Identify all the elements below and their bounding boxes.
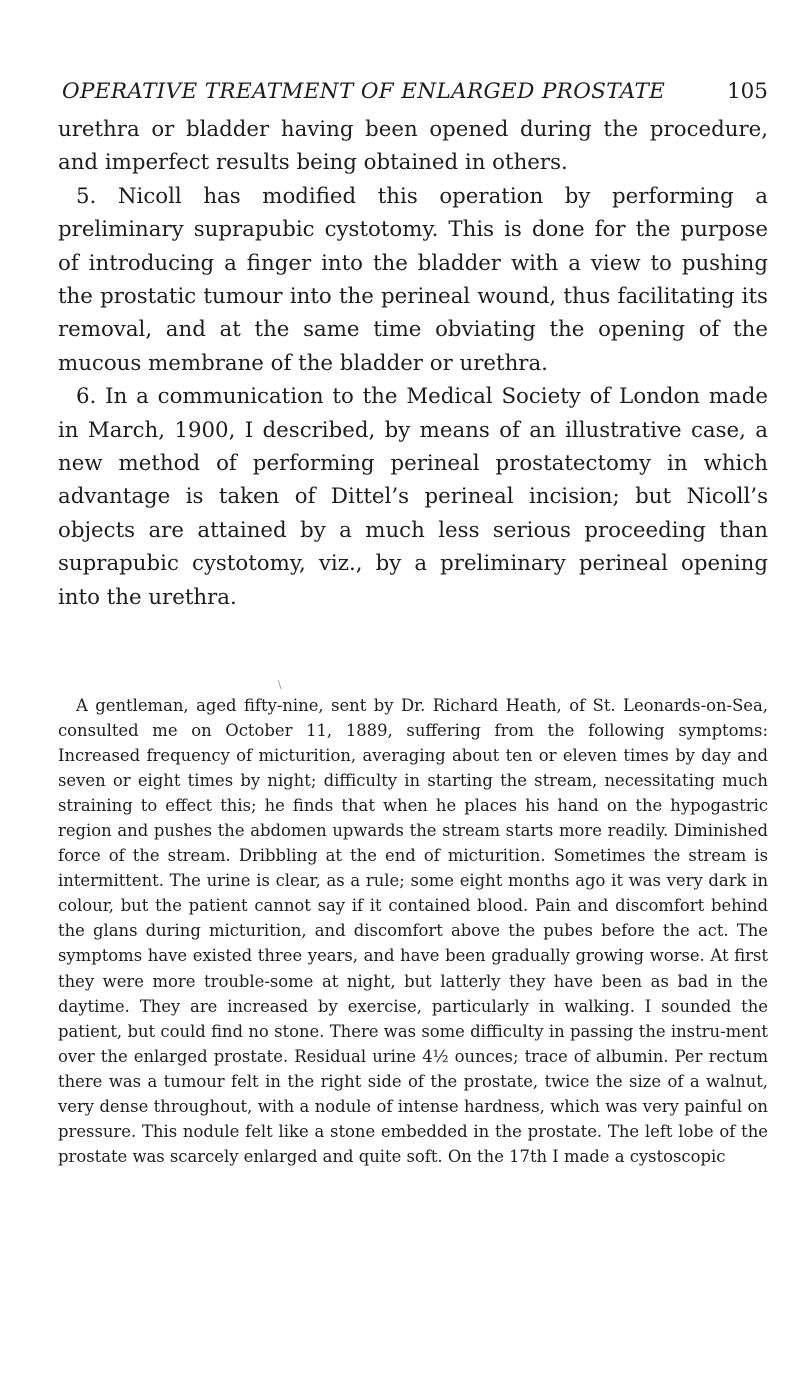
running-title: OPERATIVE TREATMENT OF ENLARGED PROSTATE	[62, 79, 666, 104]
paragraph-6: 6. In a communication to the Medical Society of London made in March, 1900, I described, by means of an illustrative case, a new method of performing perineal prostatectomy in which advantage is taken of Dittel’s perineal incision; but Nicoll’s objects are attained by a much less serious proceeding than suprapubic cystotomy, viz., by a preliminary perineal opening into the urethra.	[58, 384, 768, 610]
paragraph-5: 5. Nicoll has modified this operation by performing a preliminary suprapubic cystotomy. This is done for the purpose of introducing a finger into the bladder with a view to pushing the prostatic tumour into the perineal wound, thus facilitating its removal, and at the same time obviating the opening of the mucous membrane of the bladder or urethra.	[58, 183, 768, 376]
stray-mark: \	[278, 680, 282, 691]
main-text	[58, 113, 768, 614]
page-number: 105	[726, 79, 768, 104]
case-report: A gentleman, aged fifty-nine, sent by Dr. Richard Heath, of St. Leonards-on-Sea, consulted me on October 11, 1889, suffering from the following symptoms: Increased frequency of micturition, averaging about ten or eleven times by day and seven or eight times by night; difficulty in starting the stream, necessitating much straining to effect this; he finds that when he places his hand on the hypogastric region and pushes the abdomen upwards the stream starts more readily. Diminished force of the stream. Dribbling at the end of micturition. Sometimes the stream is intermittent. The urine is clear, as a rule; some eight months ago it was very dark in colour, but the patient cannot say if it contained blood. Pain and discomfort behind the glans during micturition, and discomfort above the pubes before the act. The symptoms have existed three years, and have been gradually growing worse. At first they were more trouble-some at night, but latterly they have been as bad in the daytime. They are increased by exercise, particularly in walking. I sounded the patient, but could find no stone. There was some difficulty in passing the instru-ment over the enlarged prostate. Residual urine 4½ ounces; trace of albumin. Per rectum there was a tumour felt in the right side of the prostate, twice the size of a walnut, very dense throughout, with a nodule of intense hardness, which was very painful on pressure. This nodule felt like a stone embedded in the prostate. The left lobe of the prostate was scarcely enlarged and quite soft. On the 17th I made a cystoscopic	[58, 696, 768, 1166]
paragraph-continuation: urethra or bladder having been opened during the procedure, and imperfect results being obtained in others.	[58, 117, 768, 176]
running-head	[62, 79, 768, 104]
